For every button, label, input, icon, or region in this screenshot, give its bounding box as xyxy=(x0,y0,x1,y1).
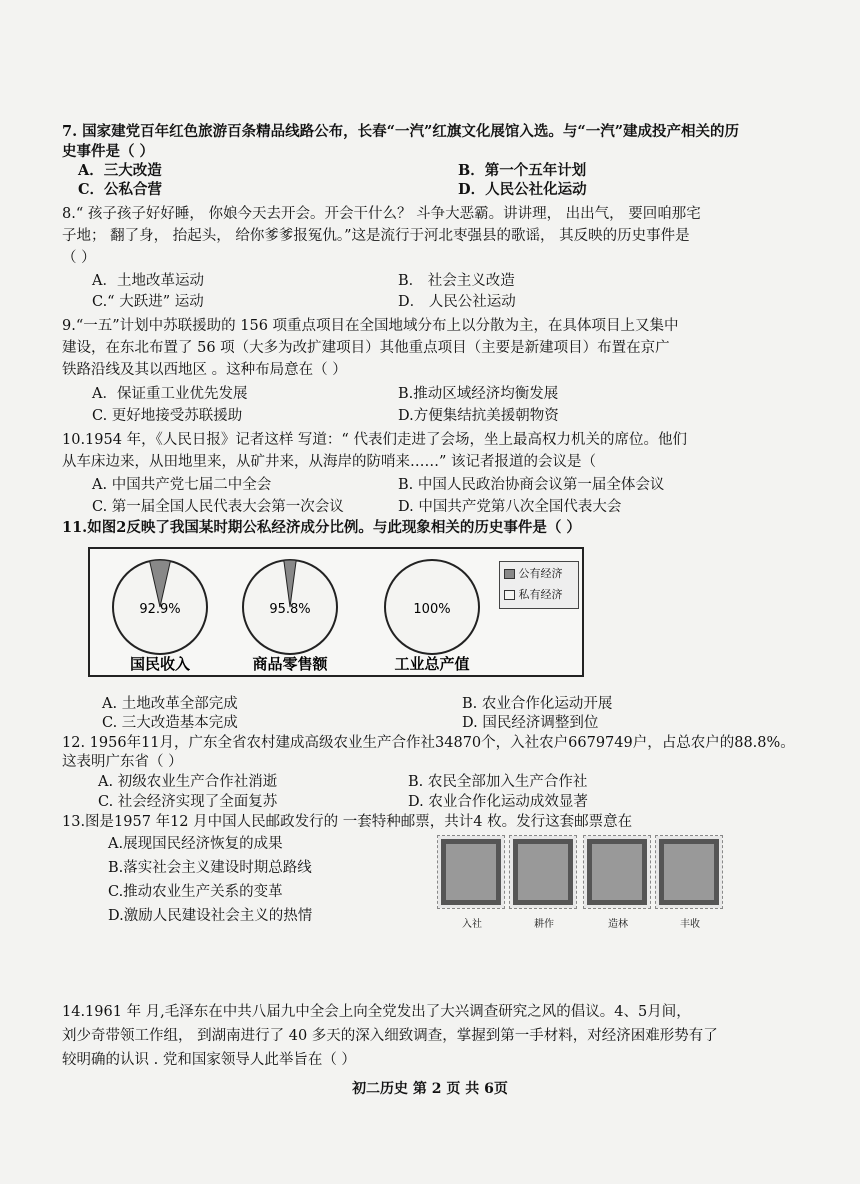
q10-stem-line1: 10.1954 年，《人民日报》记者这样 写道：“ 代表们走进了会场，坐上最高权力机关的席位。他们 xyxy=(62,432,687,448)
q13-option-a: A.展现国民经济恢复的成果 xyxy=(108,836,283,852)
q9-option-c: C. 更好地接受苏联援助 xyxy=(92,408,243,424)
q10-option-b: B. 中国人民政治协商会议第一届全体会议 xyxy=(398,477,665,493)
q9-stem-line2: 建设，在东北布置了 56 项（大多为改扩建项目）其他重点项目（主要是新建项目）布置在京广 xyxy=(62,340,670,356)
stamp-label-1: 入社 xyxy=(462,919,482,930)
q10-option-c: C. 第一届全国人民代表大会第一次会议 xyxy=(92,499,344,515)
q7-stem-line2: 史事件是（ ） xyxy=(62,143,155,160)
stamp-set-image xyxy=(438,836,724,932)
q13-stem: 13.图是1957 年12 月中国人民邮政发行的 一套特种邮票，共计4 枚。发行这套邮票意在 xyxy=(62,814,633,830)
q14-stem-line1: 14.1961 年 月,毛泽东在中共八届九中全会上向全党发出了大兴调查研究之风的倡议。4、5月间， xyxy=(62,1004,691,1020)
legend-item-private xyxy=(504,586,563,602)
q12-option-b: B. 农民全部加入生产合作社 xyxy=(408,774,588,790)
q10-option-d: D. 中国共产党第八次全国代表大会 xyxy=(398,499,622,515)
pie-2-value-label: 95.8% xyxy=(269,602,311,617)
page-footer: 初二历史 第 2 页 共 6页 xyxy=(352,1081,508,1097)
pie-3-value-label: 100% xyxy=(413,602,451,617)
legend-swatch-private xyxy=(504,590,515,600)
q8-option-a: A．土地改革运动 xyxy=(92,273,204,289)
q14-stem-line3: 较明确的认识 . 党和国家领导人此举旨在（ ） xyxy=(62,1052,356,1068)
q8-option-d: D． 人民公社运动 xyxy=(398,294,516,310)
stamp-label-3: 造林 xyxy=(608,919,628,930)
q11-option-b: B. 农业合作化运动开展 xyxy=(462,696,613,712)
q9-stem-line1: 9.“一五”计划中苏联援助的 156 项重点项目在全国地域分布上以分散为主，在具体项目上又集中 xyxy=(62,318,679,334)
q12-option-a: A. 初级农业生产合作社消逝 xyxy=(98,774,278,790)
q7-option-d: D．人民公社化运动 xyxy=(458,181,587,198)
q11-option-c: C. 三大改造基本完成 xyxy=(102,715,238,731)
q8-stem-line1: 8.“ 孩子孩子好好睡， 你娘今天去开会。开会干什么？ 斗争大恶霸。讲讲理， 出出气， 要回咱那宅 xyxy=(62,206,701,222)
q9-option-d: D.方便集结抗美援朝物资 xyxy=(398,408,559,424)
q8-option-c: C.“ 大跃进” 运动 xyxy=(92,294,204,310)
stamp-2 xyxy=(510,836,576,908)
q12-option-c: C. 社会经济实现了全面复苏 xyxy=(98,794,278,810)
q11-stem: 11.如图2反映了我国某时期公私经济成分比例。与此现象相关的历史事件是（ ） xyxy=(62,519,581,536)
pie-1-value-label: 92.9% xyxy=(139,602,181,617)
stamp-label-2: 耕作 xyxy=(534,919,554,930)
q9-stem-line3: 铁路沿线及其以西地区 。这种布局意在（ ） xyxy=(62,362,347,378)
q7-option-a: A．三大改造 xyxy=(78,162,162,179)
q14-stem-line2: 刘少奇带领工作组， 到湖南进行了 40 多天的深入细致调查，掌握到第一手材料，对经济困难形势有了 xyxy=(62,1028,718,1044)
stamp-label-4: 丰收 xyxy=(680,919,700,930)
q13-option-b: B.落实社会主义建设时期总路线 xyxy=(108,860,312,876)
legend-label-private: 私有经济 xyxy=(518,588,563,601)
q11-option-d: D. 国民经济调整到位 xyxy=(462,715,599,731)
stamp-4 xyxy=(656,836,722,908)
stamp-1 xyxy=(438,836,504,908)
chart-legend xyxy=(499,561,579,609)
q12-option-d: D. 农业合作化运动成效显著 xyxy=(408,794,588,810)
q7-stem-line1: 7. 国家建党百年红色旅游百条精品线路公布，长春“一汽”红旗文化展馆入选。与“一汽”建成投产相关的历 xyxy=(62,123,740,140)
legend-item-public xyxy=(504,565,563,581)
q13-option-c: C.推动农业生产关系的变革 xyxy=(108,884,283,900)
q13-option-d: D.激励人民建设社会主义的热情 xyxy=(108,908,313,924)
q12-stem-line2: 这表明广东省（ ） xyxy=(62,754,183,770)
stamp-3 xyxy=(584,836,650,908)
pie-1-category-label: 国民收入 xyxy=(129,655,191,673)
q7-option-c: C．公私合营 xyxy=(78,181,163,198)
q7-option-b: B．第一个五年计划 xyxy=(458,162,587,179)
legend-swatch-public xyxy=(504,569,515,579)
q8-stem-line2: 子地； 翻了身， 抬起头， 给你爹爹报冤仇。”这是流行于河北枣强县的歌谣， 其反映的历史事件是 xyxy=(62,228,690,244)
q10-stem-line2: 从车床边来，从田地里来，从矿井来，从海岸的防哨来……” 该记者报道的会议是（ xyxy=(62,454,597,470)
legend-label-public: 公有经济 xyxy=(518,567,563,580)
q9-option-a: A．保证重工业优先发展 xyxy=(92,386,248,402)
q8-stem-line3: （ ） xyxy=(62,250,96,266)
pie-2-category-label: 商品零售额 xyxy=(252,655,328,673)
q12-stem-line1: 12. 1956年11月，广东全省农村建成高级农业生产合作社34870个，入社农户6679749户，占总农户的88.8%。 xyxy=(62,735,795,751)
q9-option-b: B.推动区域经济均衡发展 xyxy=(398,386,559,402)
q10-option-a: A. 中国共产党七届二中全会 xyxy=(92,477,272,493)
pie-3-category-label: 工业总产值 xyxy=(394,655,470,673)
q11-option-a: A. 土地改革全部完成 xyxy=(102,696,238,712)
q8-option-b: B． 社会主义改造 xyxy=(398,273,515,289)
pie-chart-figure xyxy=(88,547,584,677)
